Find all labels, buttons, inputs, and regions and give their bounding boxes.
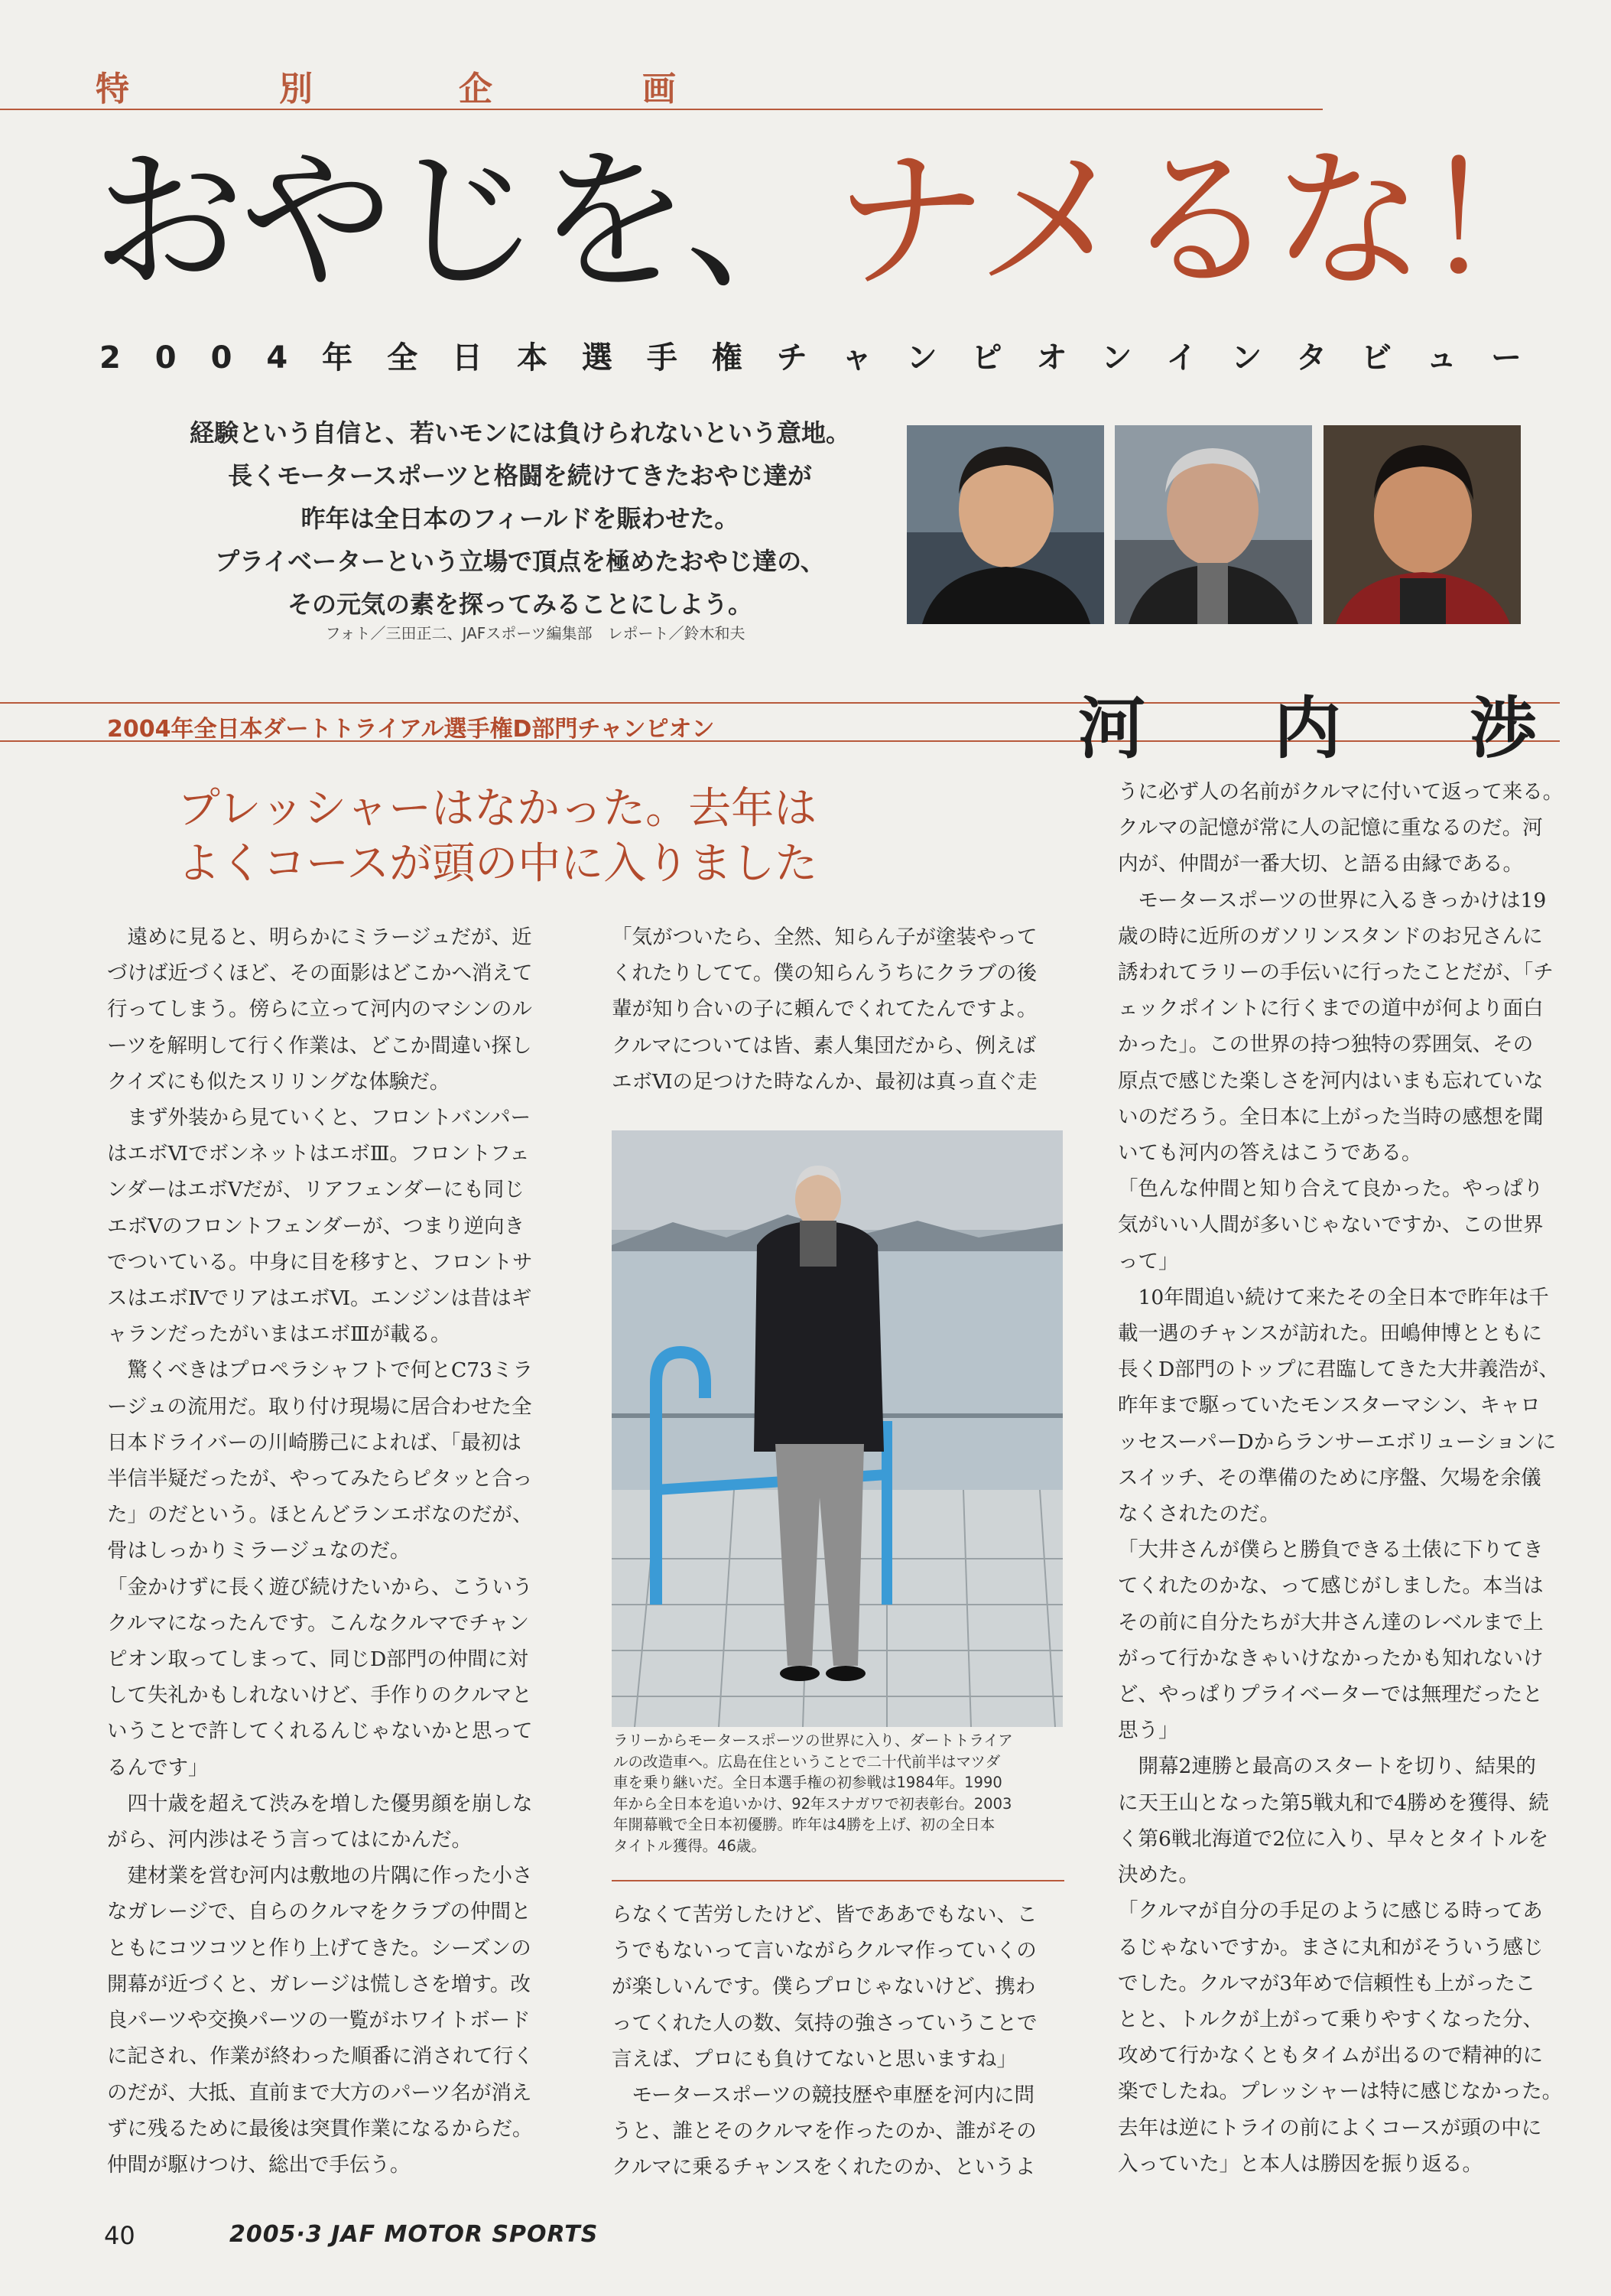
text-line: ンダーはエボⅤだが、リアフェンダーにも同じ bbox=[107, 1178, 525, 1202]
text-line: その前に自分たちが大井さん達のレベルまで上 bbox=[1118, 1610, 1544, 1634]
lead-line: 経験という自信と、若いモンには負けられないという意地。 bbox=[189, 418, 850, 447]
text-line: ェックポイントに行くまでの道中が何より面白 bbox=[1118, 997, 1544, 1021]
text-line: 「色んな仲間と知り合えて良かった。やっぱり bbox=[1118, 1177, 1544, 1202]
subtitle-char: チ bbox=[776, 340, 807, 376]
subtitle-char: 0 bbox=[154, 340, 177, 376]
magazine-name: 2005·3 JAF MOTOR SPORTS bbox=[229, 2221, 599, 2248]
text-line: でついている。中身に目を移すと、フロントサ bbox=[107, 1250, 533, 1274]
subtitle-char: 2 bbox=[99, 340, 121, 376]
text-line: くれたりしてて。僕の知らんうちにクラブの後 bbox=[612, 961, 1037, 986]
subtitle-char: オ bbox=[1036, 340, 1067, 376]
text-line: るじゃないですか。まさに丸和がそういう感じ bbox=[1118, 1935, 1544, 1959]
feature-label-char: 画 bbox=[642, 70, 676, 109]
feature-label-char: 企 bbox=[459, 70, 492, 109]
subtitle-char: ピ bbox=[971, 340, 1002, 376]
subtitle bbox=[99, 335, 1522, 381]
text-line: クルマの記憶が常に人の記憶に重なるのだ。河 bbox=[1118, 816, 1543, 841]
text-line: ルの改造車へ。広島在住ということで二十代前半はマツダ bbox=[613, 1752, 1001, 1771]
subtitle-char: ビ bbox=[1361, 340, 1392, 376]
text-line: 言えば、プロにも負けてないと思いますね」 bbox=[612, 2047, 1017, 2071]
subtitle-char: 日 bbox=[452, 340, 482, 376]
text-line: 載一遇のチャンスが訪れた。田嶋伸博とともに bbox=[1118, 1322, 1542, 1346]
subtitle-char: 手 bbox=[646, 340, 677, 376]
text-line: 入っていた」と本人は勝因を振り返る。 bbox=[1118, 2151, 1483, 2176]
caption-rule bbox=[612, 1880, 1064, 1881]
subtitle-char: ュ bbox=[1426, 340, 1457, 376]
text-line: 「金かけずに長く遊び続けたいから、こういう bbox=[107, 1575, 533, 1599]
text-line: づけば近づくほど、その面影はどこかへ消えて bbox=[107, 961, 533, 986]
feature-label-char: 別 bbox=[279, 70, 313, 109]
text-line: がって行かなきゃいけなかったかも知れないけ bbox=[1118, 1646, 1544, 1670]
text-line: 遠めに見ると、明らかにミラージュだが、近 bbox=[107, 925, 532, 949]
text-line: 原点で感じた楽しさを河内はいまも忘れていな bbox=[1118, 1068, 1544, 1093]
feature-label bbox=[0, 61, 1323, 122]
text-line: のだが、大抵、直前まで大方のパーツ名が消え bbox=[107, 2080, 532, 2105]
text-line: モータースポーツの世界に入るきっかけは19 bbox=[1118, 888, 1547, 912]
subtitle-char: 4 bbox=[266, 340, 288, 376]
lead-line: その元気の素を探ってみることにしよう。 bbox=[287, 590, 752, 619]
text-line: た」のだという。ほとんどランエボなのだが、 bbox=[107, 1503, 533, 1527]
text-line: てくれたのかな、って感じがしました。本当は bbox=[1118, 1574, 1544, 1598]
title-part-2: ナメるな！ bbox=[833, 132, 1570, 311]
body-column-2-bottom bbox=[612, 1897, 1070, 2186]
feature-label-char: 特 bbox=[96, 70, 129, 109]
text-line: 仲間が駆けつけ、総出で手伝う。 bbox=[107, 2152, 411, 2177]
portrait-photo-1 bbox=[907, 425, 1104, 624]
body-column-1 bbox=[107, 919, 566, 2183]
body-column-3 bbox=[1118, 774, 1584, 2182]
subtitle-char: 年 bbox=[322, 340, 353, 376]
text-line: うでもないって言いながらクルマ作っていくの bbox=[612, 1939, 1037, 1963]
subtitle-char: ン bbox=[1101, 340, 1132, 376]
subtitle-char: ン bbox=[906, 340, 937, 376]
text-line: いうことで許してくれるんじゃないかと思って bbox=[107, 1719, 533, 1744]
text-line: 骨はしっかりミラージュなのだ。 bbox=[107, 1539, 411, 1563]
lead-line: プライベーターという立場で頂点を極めたおやじ達の、 bbox=[215, 547, 825, 576]
name-char: 内 bbox=[1273, 689, 1341, 768]
text-line: ッセスーパーDからランサーエボリューションに bbox=[1118, 1429, 1557, 1454]
text-line: 誘われてラリーの手伝いに行ったことだが、「チ bbox=[1118, 961, 1554, 985]
text-line: して失礼かもしれないけど、手作りのクルマと bbox=[107, 1683, 532, 1708]
text-line: るんです」 bbox=[107, 1755, 209, 1780]
text-line: ってくれた人の数、気持の強さっていうことで bbox=[612, 2011, 1038, 2035]
lead-text bbox=[153, 411, 887, 626]
text-line: 四十歳を超えて渋みを増した優男顔を崩しな bbox=[107, 1791, 533, 1816]
text-line: 驚くべきはプロペラシャフトで何とC73ミラ bbox=[107, 1358, 533, 1383]
title-part-1: おやじを、 bbox=[92, 132, 834, 311]
text-line: うに必ず人の名前がクルマに付いて返って来る。 bbox=[1118, 780, 1564, 804]
text-line: に天王山となった第5戦丸和で4勝めを獲得、続 bbox=[1118, 1790, 1549, 1815]
text-line: に記され、作業が終わった順番に消されて行く bbox=[107, 2044, 534, 2069]
page-number: 40 bbox=[104, 2221, 135, 2250]
photo-caption bbox=[613, 1730, 1072, 1856]
champion-name bbox=[1078, 687, 1537, 771]
text-line: クルマに乗るチャンスをくれたのか、というよ bbox=[612, 2155, 1036, 2180]
text-line: って」 bbox=[1118, 1249, 1179, 1273]
text-line: エボⅤのフロントフェンダーが、つまり逆向き bbox=[107, 1214, 525, 1238]
body-column-2-top bbox=[612, 919, 1070, 1100]
headline-line: よくコースが頭の中に入りました bbox=[177, 839, 818, 889]
text-line: ラリーからモータースポーツの世界に入り、ダートトライア bbox=[613, 1732, 1013, 1749]
subtitle-char: 権 bbox=[711, 340, 742, 376]
text-line: 長くD部門のトップに君臨してきた大井義浩が、 bbox=[1118, 1358, 1559, 1382]
headline-line: プレッシャーはなかった。去年は bbox=[177, 784, 817, 834]
text-line: 「クルマが自分の手足のように感じる時ってあ bbox=[1118, 1899, 1543, 1924]
text-line: く第6戦北海道で2位に入り、早々とタイトルを bbox=[1118, 1826, 1549, 1851]
text-line: 開幕が近づくと、ガレージは慌しさを増す。改 bbox=[107, 1972, 531, 1996]
text-line: ージュの流用だ。取り付け現場に居合わせた全 bbox=[107, 1394, 532, 1419]
text-line: 「大井さんが僕らと勝負できる土俵に下りてき bbox=[1118, 1538, 1544, 1563]
text-line: いても河内の答えはこうである。 bbox=[1118, 1141, 1422, 1166]
text-line: エボⅥの足つけた時なんか、最初は真っ直ぐ走 bbox=[612, 1069, 1038, 1094]
text-line: なガレージで、自らのクルマをクラブの仲間と bbox=[107, 1900, 531, 1924]
subtitle-char: 0 bbox=[210, 340, 232, 376]
text-line: ずに残るために最後は突貫作業になるからだ。 bbox=[107, 2116, 533, 2141]
name-char: 河 bbox=[1078, 689, 1146, 768]
text-line: 開幕2連勝と最高のスタートを切り、結果的 bbox=[1118, 1755, 1536, 1779]
text-line: 建材業を営む河内は敷地の片隅に作った小さ bbox=[107, 1864, 533, 1888]
text-line: はエボⅥでボンネットはエボⅢ。フロントフェ bbox=[107, 1142, 530, 1166]
text-line: ャランだったがいまはエボⅢが載る。 bbox=[107, 1322, 451, 1347]
category-label: 2004年全日本ダートトライアル選手権D部門チャンピオン bbox=[107, 716, 715, 743]
text-line: クイズにも似たスリリングな体験だ。 bbox=[107, 1069, 450, 1094]
text-line: スイッチ、その準備のために序盤、欠場を余儀 bbox=[1118, 1465, 1541, 1490]
subtitle-char: ン bbox=[1231, 340, 1262, 376]
lead-line: 長くモータースポーツと格闘を続けてきたおやじ達が bbox=[228, 461, 812, 490]
text-line: いのだろう。全日本に上がった当時の感想を聞 bbox=[1118, 1104, 1544, 1129]
lead-line: 昨年は全日本のフィールドを賑わせた。 bbox=[300, 504, 739, 533]
text-line: うと、誰とそのクルマを作ったのか、誰がその bbox=[612, 2119, 1037, 2144]
subtitle-char: タ bbox=[1296, 340, 1327, 376]
text-line: 決めた。 bbox=[1118, 1863, 1199, 1888]
subtitle-char: イ bbox=[1166, 340, 1197, 376]
text-line: 攻めて行かなくともタイムが出るので精神的に bbox=[1118, 2044, 1543, 2068]
text-line: まず外装から見ていくと、フロントバンパー bbox=[107, 1106, 531, 1130]
text-line: タイトル獲得。46歳。 bbox=[613, 1836, 766, 1855]
text-line: 輩が知り合いの子に頼んでくれてたんですよ。 bbox=[612, 997, 1038, 1022]
text-line: とと、トルクが上がって乗りやすくなった分、 bbox=[1118, 2007, 1543, 2031]
subtitle-char: ー bbox=[1491, 340, 1522, 376]
text-line: スはエボⅣでリアはエボⅥ。エンジンは昔はギ bbox=[107, 1286, 532, 1311]
text-line: クルマについては皆、素人集団だから、例えば bbox=[612, 1033, 1037, 1058]
text-line: 日本ドライバーの川崎勝己によれば、「最初は bbox=[107, 1430, 521, 1455]
text-line: らなくて苦労したけど、皆でああでもない、こ bbox=[612, 1903, 1038, 1927]
text-line: 楽でしたね。プレッシャーは特に感じなかった。 bbox=[1118, 2080, 1563, 2104]
text-line: 歳の時に近所のガソリンスタンドのお兄さんに bbox=[1118, 924, 1543, 948]
text-line: 年開幕戦で全日本初優勝。昨年は4勝を上げ、初の全日本 bbox=[613, 1816, 996, 1833]
text-line: 年から全日本を追いかけ、92年スナガワで初表彰台。2003 bbox=[613, 1794, 1012, 1813]
name-char: 渉 bbox=[1469, 689, 1537, 768]
text-line: 10年間追い続けて来たその全日本で昨年は千 bbox=[1118, 1285, 1549, 1309]
text-line: かった」。この世界の持つ独特の雰囲気、その bbox=[1118, 1033, 1534, 1057]
subtitle-char: 選 bbox=[581, 340, 612, 376]
text-line: 車を乗り継いだ。全日本選手権の初参戦は1984年。1990 bbox=[613, 1774, 1002, 1791]
text-line: ピオン取ってしまって、同じD部門の仲間に対 bbox=[107, 1647, 528, 1672]
text-line: 「気がついたら、全然、知らん子が塗装やって bbox=[612, 925, 1038, 949]
text-line: 半信半疑だったが、やってみたらピタッと合っ bbox=[107, 1467, 533, 1491]
text-line: 昨年まで駆っていたモンスターマシン、キャロ bbox=[1118, 1394, 1541, 1418]
article-headline bbox=[177, 782, 850, 892]
text-line: ど、やっぱりプライベーターでは無理だったと bbox=[1118, 1683, 1543, 1707]
subtitle-char: ャ bbox=[841, 340, 872, 376]
portrait-photo-2 bbox=[1115, 425, 1312, 624]
text-line: クルマになったんです。こんなクルマでチャン bbox=[107, 1611, 529, 1635]
text-line: 思う」 bbox=[1118, 1719, 1179, 1743]
text-line: が楽しいんです。僕らプロじゃないけど、携わ bbox=[612, 1975, 1036, 1999]
text-line: 行ってしまう。傍らに立って河内のマシンのル bbox=[107, 997, 532, 1022]
text-line: 気がいい人間が多いじゃないですか、この世界 bbox=[1118, 1213, 1544, 1237]
text-line: ともにコツコツと作り上げてきた。シーズンの bbox=[107, 1936, 531, 1960]
text-line: 良パーツや交換パーツの一覧がホワイトボード bbox=[107, 2008, 531, 2033]
main-photo bbox=[612, 1130, 1063, 1727]
text-line: 去年は逆にトライの前によくコースが頭の中に bbox=[1118, 2116, 1542, 2140]
text-line: ーツを解明して行く作業は、どこか間違い探し bbox=[107, 1033, 532, 1058]
subtitle-char: 本 bbox=[516, 340, 547, 376]
photo-credit: フォト／三田正二、JAFスポーツ編集部 レポート／鈴木和夫 bbox=[325, 624, 745, 642]
text-line: でした。クルマが3年めで信頼性も上がったこ bbox=[1118, 1971, 1536, 1995]
text-line: なくされたのだ。 bbox=[1118, 1502, 1280, 1527]
portrait-photo-3 bbox=[1324, 425, 1521, 624]
subtitle-char: 全 bbox=[387, 340, 418, 376]
text-line: 内が、仲間が一番大切、と語る由縁である。 bbox=[1118, 852, 1523, 876]
page-title bbox=[92, 130, 1570, 314]
text-line: モータースポーツの競技歴や車歴を河内に問 bbox=[612, 2083, 1035, 2108]
text-line: がら、河内渉はそう言ってはにかんだ。 bbox=[107, 1828, 472, 1852]
